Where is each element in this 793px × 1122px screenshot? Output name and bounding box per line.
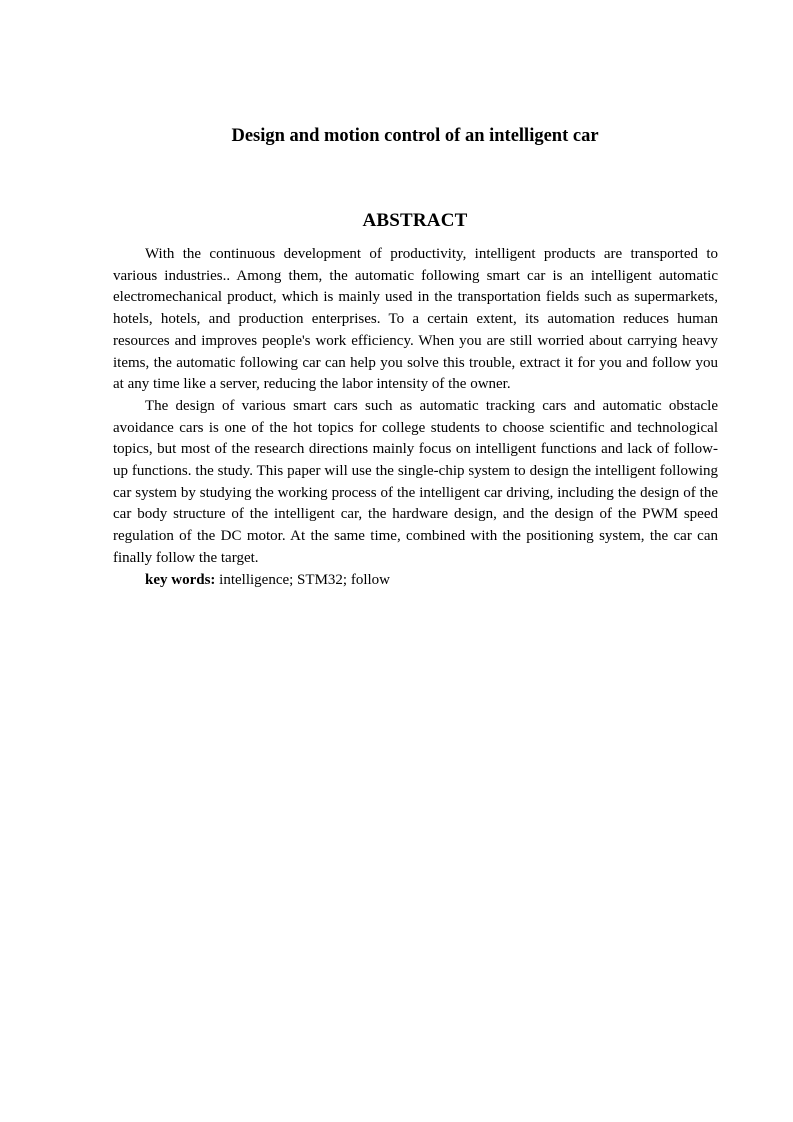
abstract-paragraph-1: With the continuous development of productivity, intelligent products are transported to various industries.. Among them, the automatic following smart car is an intelligent automatic electromechanical product, which is mainly used in the transportation fields such as supermarkets, hotels, hotels, and production enterprises. To a certain extent, its automation reduces human resources and improves people's work efficiency. When you are still worried about carrying heavy items, the automatic following car can help you solve this trouble, extract it for you and follow you at any time like a server, reducing the labor intensity of the owner. [113,246,718,393]
keywords-value: intelligence; STM32; follow [215,571,390,588]
keywords-label: key words: [145,571,216,588]
abstract-body [113,244,718,591]
keywords-line [113,570,718,592]
abstract-paragraph-2: The design of various smart cars such as automatic tracking cars and automatic obstacle avoidance cars is one of the hot topics for college students to choose scientific and technological topics, but most of the research directions mainly focus on intelligent functions and lack of follow-up functions. the study. This paper will use the single-chip system to design the intelligent following car system by studying the working process of the intelligent car driving, including the design of the car body structure of the intelligent car, the hardware design, and the design of the PWM speed regulation of the DC motor. At the same time, combined with the positioning system, the car can finally follow the target. [113,397,718,566]
paper-title: Design and motion control of an intelligent car [231,126,599,146]
abstract-heading: ABSTRACT [362,210,468,231]
